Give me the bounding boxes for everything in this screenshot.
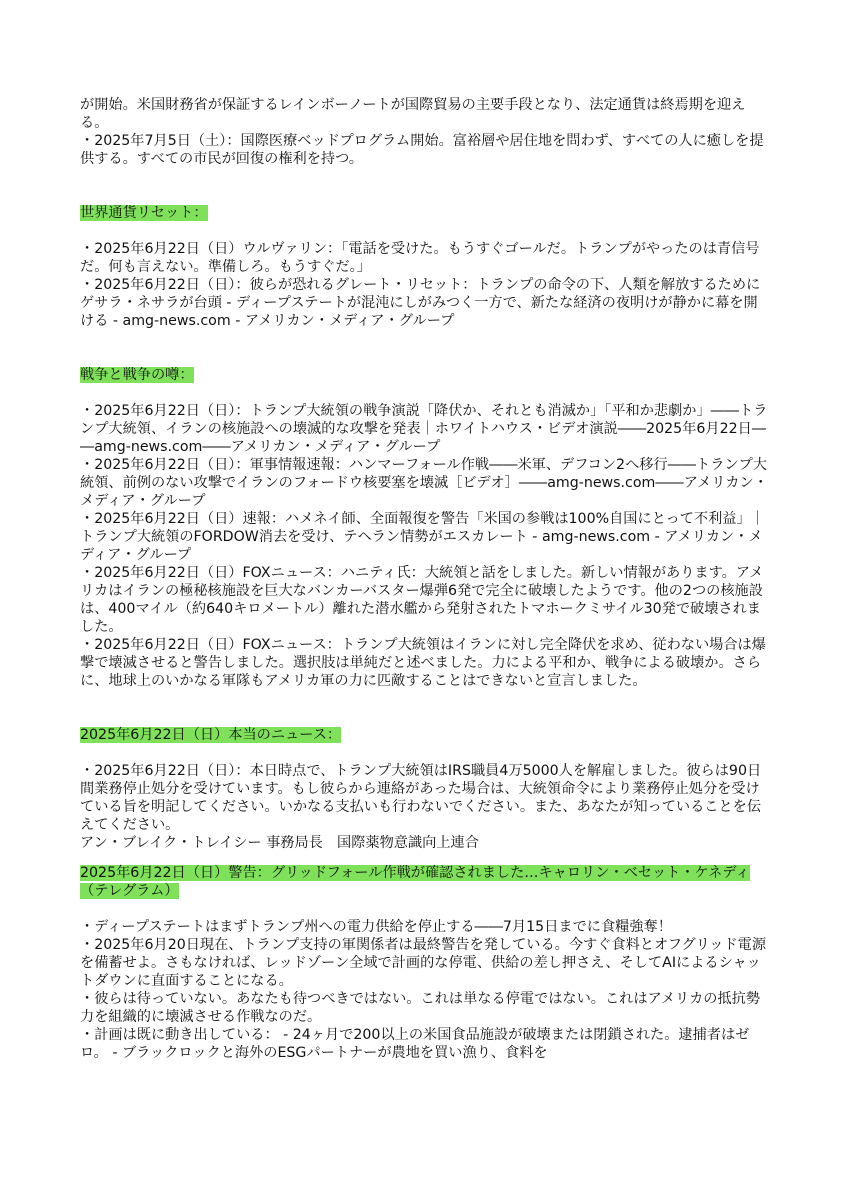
paragraph: ・計画は既に動き出している： - 24ヶ月で200以上の米国食品施設が破壊または閉鎖された。逮捕者はゼロ。 - ブラックロックと海外のESGパートナーが農地を買い漁り、食料を (80, 1027, 750, 1061)
paragraph: ・2025年6月22日（日）FOXニュース：ハニティ氏：大統領と話をしました。新しい情報があります。アメリカはイランの極秘核施設を巨大なバンカーバスター爆弾6発で完全に破壊したようです。他の2つの核施設は、400マイル（約640キロメートル）離れた潜水艦から発射されたトマホークミサイル30発で破壊されました。 (80, 565, 764, 635)
paragraph: アン・ブレイク・トレイシー 事務局長 国際薬物意識向上連合 (80, 835, 479, 851)
document-page (80, 96, 770, 1062)
section-heading: 世界通貨リセット： (80, 205, 208, 221)
paragraph: ・2025年6月22日（日）：本日時点で、トランプ大統領はIRS職員4万5000人を解雇しました。彼らは90日間業務停止処分を受けています。もし彼らから連絡があった場合は、大統領命令により業務停止処分を受けている旨を明記してください。いかなる支払いも行わないでください。また、あなたが知っていることを伝えてください。 (80, 763, 762, 833)
paragraph: ・2025年7月5日（土）：国際医療ベッドプログラム開始。富裕層や居住地を問わず、すべての人に癒しを提供する。すべての市民が回復の権利を持つ。 (80, 133, 764, 167)
paragraph: ・2025年6月22日（日）：トランプ大統領の戦争演説「降伏か、それとも消滅か」「平和か悲劇か」――トランプ大統領、イランの核施設への壊滅的な攻撃を発表｜ホワイトハウス・ビデオ演説――2025年6月22日――amg-news.com――アメリカン・メディア・グループ (80, 403, 768, 455)
paragraph: ・2025年6月22日（日）：彼らが恐れるグレート・リセット：トランプの命令の下、人類を解放するためにゲサラ・ネサラが台頭 - ディープステートが混沌にしがみつく一方で、新たな経済の夜明けが静かに幕を開ける - amg-news.com - アメリカン・メディア・グループ (80, 277, 761, 329)
paragraph: ・2025年6月22日（日）速報：ハメネイ師、全面報復を警告「米国の参戦は100%自国にとって不利益」｜トランプ大統領のFORDOW消去を受け、テヘラン情勢がエスカレート - amg-news.com - アメリカン・メディア・グループ (80, 511, 765, 563)
section-heading: 戦争と戦争の噂： (80, 367, 194, 383)
paragraph: ・2025年6月22日（日）FOXニュース：トランプ大統領はイランに対し完全降伏を求め、従わない場合は爆撃で壊滅させると警告しました。選択肢は単純だと述べました。力による平和か、戦争による破壊か。さらに、地球上のいかなる軍隊もアメリカ軍の力に匹敵することはできないと宣言しました。 (80, 637, 766, 689)
section-heading: 2025年6月22日（日）本当のニュース： (80, 727, 342, 743)
paragraph: ・2025年6月22日（日）：軍事情報速報：ハンマーフォール作戦――米軍、デフコン2へ移行――トランプ大統領、前例のない攻撃でイランのフォードウ核要塞を壊滅［ビデオ］――amg-news.com――アメリカン・メディア・グループ (80, 457, 768, 509)
paragraph: ・ディープステートはまずトランプ州への電力供給を停止する――7月15日までに食糧強奪！ (80, 919, 672, 935)
paragraph: ・2025年6月22日（日）ウルヴァリン：「電話を受けた。もうすぐゴールだ。トランプがやったのは青信号だ。何も言えない。準備しろ。もうすぐだ。」 (80, 241, 760, 275)
paragraph: が開始。米国財務省が保証するレインボーノートが国際貿易の主要手段となり、法定通貨は終焉期を迎える。 (80, 97, 746, 131)
paragraph: ・彼らは待っていない。あなたも待つべきではない。これは単なる停電ではない。これはアメリカの抵抗勢力を組織的に壊滅させる作戦なのだ。 (80, 991, 761, 1025)
section-heading: 2025年6月22日（日）警告：グリッドフォール作戦が確認されました…キャロリン・ベセット・ケネディ（テレグラム） (80, 865, 750, 899)
paragraph: ・2025年6月20日現在、トランプ支持の軍関係者は最終警告を発している。今すぐ食料とオフグリッド電源を備蓄せよ。さもなければ、レッドゾーン全域で計画的な停電、供給の差し押さえ、そしてAIによるシャットダウンに直面することになる。 (80, 937, 767, 989)
